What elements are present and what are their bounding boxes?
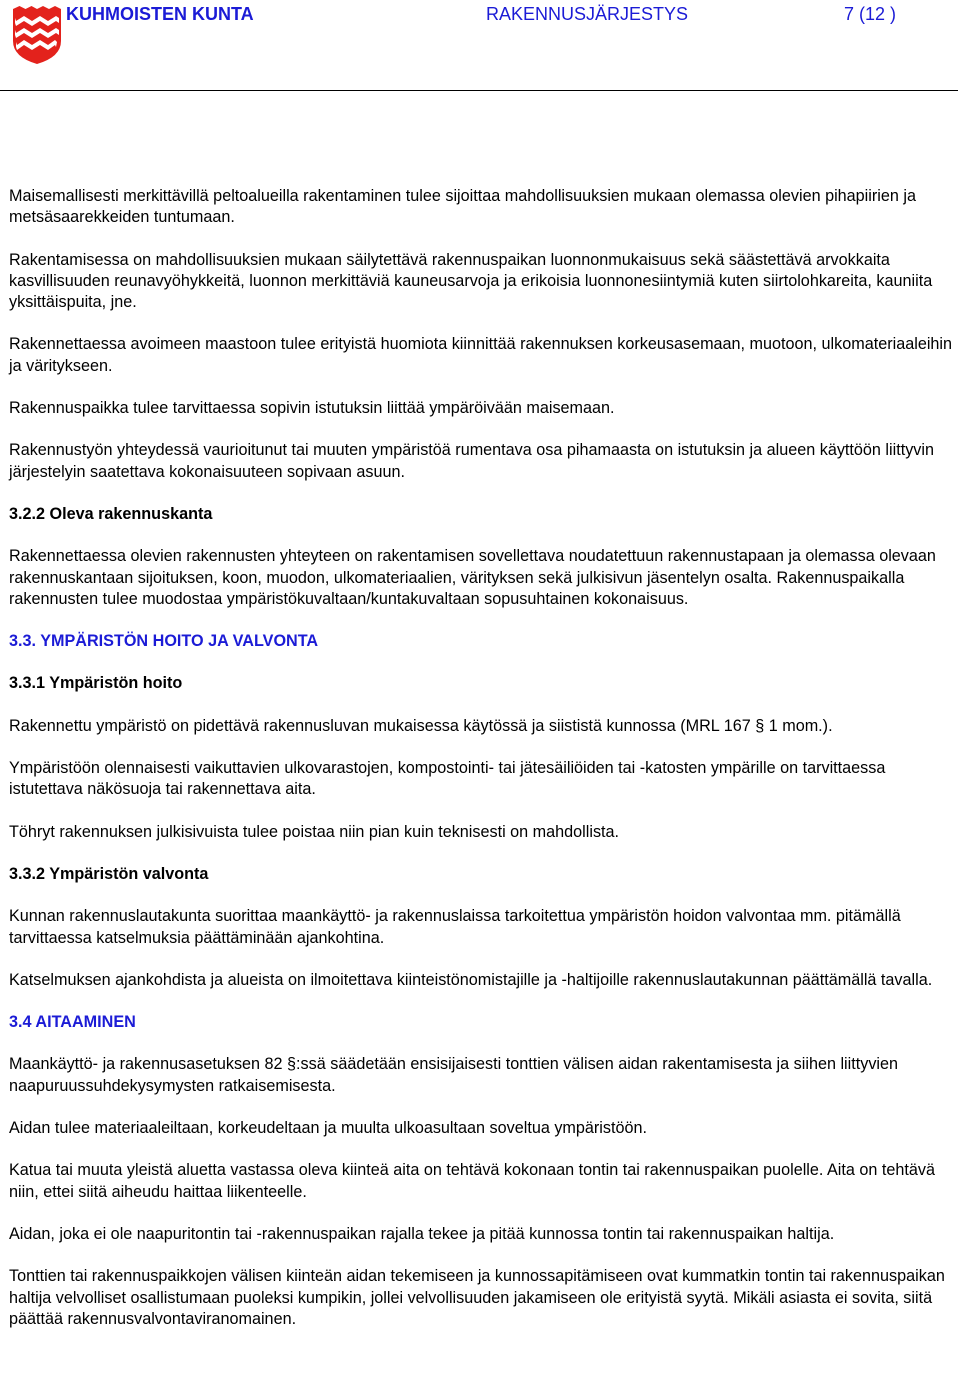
paragraph: Aidan, joka ei ole naapuritontin tai -rakennuspaikan rajalla tekee ja pitää kunnossa tontin tai rakennuspaikan haltija.	[9, 1224, 835, 1243]
paragraph: Maankäyttö- ja rakennusasetuksen 82 §:ssä säädetään ensisijaisesti tonttien välisen aidan rakentamisesta ja siihen liittyvien naapuruussuhdekysymysten ratkaisemisesta.	[9, 1055, 899, 1095]
paragraph: Töhryt rakennuksen julkisivuista tulee poistaa niin pian kuin teknisesti on mahdollista.	[9, 822, 620, 841]
section-heading: 3.3.2 Ympäristön valvonta	[9, 864, 209, 883]
page-header	[0, 0, 960, 92]
municipal-coat-of-arms-icon	[11, 5, 63, 65]
paragraph: Ympäristöön olennaisesti vaikuttavien ulkovarastojen, kompostointi- tai jätesäiliöiden tai -katosten ympärille on tarvittaessa istutettava näkösuoja tai rakennettava aita.	[9, 759, 886, 799]
document-body	[9, 186, 954, 1330]
document-title: RAKENNUSJÄRJESTYS	[486, 4, 689, 24]
paragraph: Kunnan rakennuslautakunta suorittaa maankäyttö- ja rakennuslaissa tarkoitettua ympäristön hoidon valvontaa mm. pitämällä tarvittaessa katselmuksia päättäminään ajankohtina.	[9, 907, 901, 947]
section-heading: 3.2.2 Oleva rakennuskanta	[9, 504, 213, 523]
paragraph: Katselmuksen ajankohdista ja alueista on ilmoitettava kiinteistönomistajille ja -haltijoille rakennuslautakunnan päättämällä tavalla.	[9, 970, 933, 989]
paragraph: Rakennettaessa olevien rakennusten yhteyteen on rakentamisen sovellettava noudatettuun rakennustapaan ja olemassa olevaan rakennuskantaan sijoituksen, koon, muodon, ulkomateriaalien, värityksen sekä julkisivun jäsentelyn osalta. Rakennuspaikalla rakennusten tulee muodostaa ympäristökuvaltaan/kuntakuvaltaan sopusuhtainen kokonaisuus.	[9, 547, 936, 608]
paragraph: Rakentamisessa on mahdollisuuksien mukaan säilytettävä rakennuspaikan luonnonmukaisuus sekä säästettävä arvokkaita kasvillisuuden reunavyöhykkeitä, luonnon merkittäviä kauneusarvoja ja erikoisia luonnonesiintymiä kuten siirtolohkareita, kauniita yksittäispuita, jne.	[9, 250, 933, 312]
paragraph: Rakennustyön yhteydessä vaurioitunut tai muuten ympäristöä rumentava osa pihamaasta on istutuksin ja alueen käyttöön liittyvin järjestelyin saatettava kokonaisuuteen sopivaan asuun.	[9, 441, 935, 481]
paragraph: Katua tai muuta yleistä aluetta vastassa oleva kiinteä aita on tehtävä kokonaan tontin tai rakennuspaikan puolelle. Aita on tehtävä niin, ettei siitä aiheudu haittaa liikenteelle.	[9, 1161, 935, 1201]
header-divider	[0, 90, 958, 91]
paragraph: Rakennettu ympäristö on pidettävä rakennusluvan mukaisessa käytössä ja siististä kunnossa (MRL 167 § 1 mom.).	[9, 716, 833, 735]
chapter-heading: 3.3. YMPÄRISTÖN HOITO JA VALVONTA	[9, 632, 319, 651]
page-number: 7 (12 )	[844, 4, 897, 24]
chapter-heading: 3.4 AITAAMINEN	[9, 1013, 136, 1032]
organization-name: KUHMOISTEN KUNTA	[66, 4, 254, 24]
paragraph: Aidan tulee materiaaleiltaan, korkeudeltaan ja muulta ulkoasultaan soveltua ympäristöön.	[9, 1119, 647, 1138]
paragraph: Rakennettaessa avoimeen maastoon tulee erityistä huomiota kiinnittää rakennuksen korkeusasemaan, muotoon, ulkomateriaaleihin ja väritykseen.	[9, 335, 953, 375]
section-heading: 3.3.1 Ympäristön hoito	[9, 674, 183, 693]
paragraph: Rakennuspaikka tulee tarvittaessa sopivin istutuksin liittää ympäröivään maisemaan.	[9, 399, 615, 418]
paragraph: Tonttien tai rakennuspaikkojen välisen kiinteän aidan tekemiseen ja kunnossapitämiseen ovat kummatkin tontin tai rakennuspaikan haltija velvolliset osallistumaan puoleksi kumpikin, jollei velvollisuuden jakamiseen ole erityistä syytä. Mikäli asiasta ei sovita, siitä päättää rakennusvalvontaviranomainen.	[9, 1267, 945, 1328]
paragraph: Maisemallisesti merkittävillä peltoalueilla rakentaminen tulee sijoittaa mahdollisuuksien mukaan olemassa olevien pihapiirien ja metsäsaarekkeiden tuntumaan.	[9, 187, 916, 227]
